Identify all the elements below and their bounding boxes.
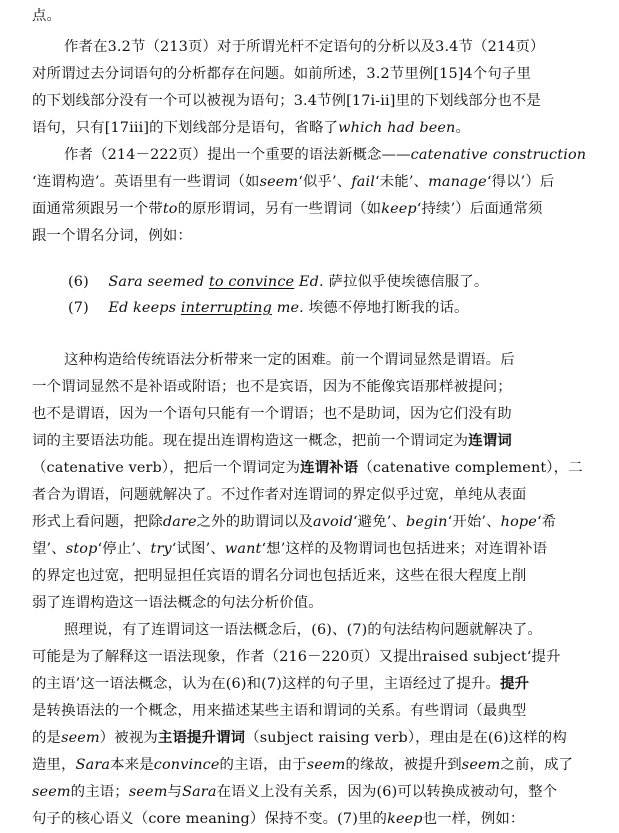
text-span: 词的主要语法功能。现在提出连谓构造这一概念，把前一个谓词定为 <box>32 433 469 449</box>
italic-term: keep <box>381 201 417 217</box>
text-span: 句子的核心语义（core meaning）保持不变。(7)里的 <box>32 811 388 827</box>
text-span: 的主语，由于 <box>219 757 307 773</box>
text-span: ‘似乎’、 <box>298 174 352 190</box>
text-span: ‘试图’、 <box>171 541 225 557</box>
text-span: 之外的助谓词以及 <box>196 514 313 530</box>
text-line <box>32 458 583 478</box>
text-span: 跟一个谓名分词，例如： <box>32 228 192 244</box>
text-span: 点。 <box>32 8 62 24</box>
text-span: ‘停止’、 <box>97 541 151 557</box>
text-line <box>32 485 526 505</box>
italic-term: convince <box>153 757 220 773</box>
italic-term: stop <box>65 541 98 557</box>
italic-term: which had been <box>338 120 456 136</box>
text-span: （catenative complement），二 <box>358 460 583 476</box>
italic-term: fail <box>351 174 376 190</box>
text-span: 在语义上没有关系，因为(6)可以转换成被动句，整个 <box>216 784 558 800</box>
text-span: （subject raising verb），理由是在(6)这样的构 <box>245 730 567 746</box>
text-span: ‘开始’、 <box>447 514 501 530</box>
text-span: 的主语； <box>70 784 129 800</box>
italic-term: seem <box>32 784 71 800</box>
text-line <box>32 118 470 138</box>
text-span: ‘想’这样的及物谓词也包括进来；对连谓补语 <box>261 541 548 557</box>
text-line <box>32 64 531 84</box>
text-span: 的界定也过宽，把明显担任宾语的谓名分词也包括近来，这些在很大程度上削 <box>32 568 527 584</box>
example-text: Ed. <box>294 274 324 290</box>
text-line <box>32 593 323 613</box>
italic-term: seem <box>306 757 346 773</box>
example-gloss: 埃德不停地打断我的话。 <box>308 300 469 316</box>
italic-term: dare <box>162 514 197 530</box>
italic-term: catenative construction <box>410 147 587 163</box>
text-span: 造里， <box>32 757 76 773</box>
example-text: Sara seemed <box>108 274 209 290</box>
text-span: 语句，只有[17iii]的下划线部分是语句，省略了 <box>32 120 339 136</box>
text-span: 这种构造给传统语法分析带来一定的困难。前一个谓词显然是谓语。后 <box>64 352 515 368</box>
example-6 <box>68 272 488 292</box>
text-span: ‘希 <box>536 514 557 530</box>
text-span: 的主语’这一语法概念，认为在(6)和(7)这样的句子里，主语经过了提升。 <box>32 676 501 692</box>
text-line <box>64 350 515 370</box>
text-span: 的下划线部分没有一个可以被视为语句；3.4节例[17i-ii]里的下划线部分也不是 <box>32 93 541 109</box>
text-line <box>64 37 545 57</box>
text-span: 也不是谓语，因为一个语句只能有一个谓语；也不是助词，因为它们没有助 <box>32 406 512 422</box>
text-line <box>32 782 557 802</box>
text-span: 也一样，例如： <box>422 811 525 827</box>
example-underlined: to convince <box>208 274 295 290</box>
italic-term: Sara <box>182 784 217 800</box>
text-span: ‘得以’）后 <box>486 174 555 190</box>
italic-term: hope <box>500 514 537 530</box>
text-span: 的缘故，被提升到 <box>345 757 462 773</box>
text-span: 之前，成了 <box>500 757 574 773</box>
text-span: 者合为谓语，问题就解决了。不过作者对连谓词的界定似乎过宽，单纯从表面 <box>32 487 527 503</box>
text-span: 作者在3.2节（213页）对于所谓光杆不定语句的分析以及3.4节（214页） <box>64 39 545 55</box>
text-line <box>64 145 586 165</box>
text-span: 可能是为了解释这一语法现象，作者（216－220页）又提出raised subject‘提升 <box>32 649 561 665</box>
text-line <box>32 226 192 246</box>
text-line <box>32 512 556 532</box>
text-span: ‘连谓构造’。英语里有一些谓词（如 <box>32 174 260 190</box>
text-line <box>32 199 543 219</box>
text-line <box>32 701 526 721</box>
text-line <box>32 404 512 424</box>
text-span: 。 <box>455 120 471 136</box>
term-bold: 主语提升谓词 <box>157 729 246 746</box>
text-span: ‘避免’、 <box>352 514 407 530</box>
example-gloss: 萨拉似乎使埃德信服了。 <box>328 274 489 290</box>
text-span: 照理说，有了连谓词这一语法概念后，(6)、(7)的句法结构问题就解决了。 <box>64 622 542 638</box>
italic-term: avoid <box>313 514 353 530</box>
italic-term: try <box>150 541 172 557</box>
text-line <box>32 431 512 451</box>
text-line <box>32 6 61 26</box>
text-span: （catenative verb），把后一个谓词定为 <box>32 460 301 476</box>
text-span: 与 <box>167 784 183 800</box>
text-line <box>32 647 561 667</box>
text-line <box>32 728 567 748</box>
text-span: 的原形谓词，另有一些谓词（如 <box>177 201 382 217</box>
text-line <box>32 566 526 586</box>
example-text: me. <box>271 300 304 316</box>
text-span: 一个谓词显然不是补语或附语；也不是宾语，因为不能像宾语那样被提问； <box>32 379 512 395</box>
text-line <box>32 91 541 111</box>
text-line <box>32 172 554 192</box>
example-text: Ed keeps <box>108 300 181 316</box>
text-line <box>32 809 524 829</box>
text-span: 对所谓过去分词语句的分析都存在问题。如前所述，3.2节里例[15]4个句子里 <box>32 66 532 82</box>
example-7 <box>68 298 469 318</box>
italic-term: begin <box>406 514 448 530</box>
text-line <box>32 755 573 775</box>
italic-term: seem <box>259 174 299 190</box>
text-span: 本来是 <box>110 757 154 773</box>
text-line <box>64 620 542 640</box>
italic-term: seem <box>461 757 501 773</box>
text-span: 作者（214－222页）提出一个重要的语法新概念—— <box>64 147 411 163</box>
text-span: 形式上看问题，把除 <box>32 514 163 530</box>
text-span: ‘未能’、 <box>375 174 429 190</box>
example-number: (6) <box>68 274 89 290</box>
italic-term: to <box>162 201 178 217</box>
italic-term: Sara <box>75 757 111 773</box>
italic-term: manage <box>428 174 487 190</box>
text-span: 面通常须跟另一个带 <box>32 201 163 217</box>
term-bold: 连谓词 <box>468 432 512 449</box>
text-line <box>32 377 512 397</box>
term-bold: 提升 <box>500 675 530 692</box>
text-line <box>32 539 547 559</box>
italic-term: seem <box>128 784 168 800</box>
term-bold: 连谓补语 <box>300 459 359 476</box>
text-span: 是转换语法的一个概念，用来描述某些主语和谓词的关系。有些谓词（最典型 <box>32 703 527 719</box>
text-span: 的是 <box>32 730 62 746</box>
text-span: ）被视为 <box>99 730 158 746</box>
italic-term: want <box>224 541 262 557</box>
text-span: 弱了连谓构造这一语法概念的句法分析价值。 <box>32 595 323 611</box>
text-line <box>32 674 529 694</box>
example-underlined: interrupting <box>180 300 272 316</box>
text-span: ‘持续’）后面通常须 <box>416 201 543 217</box>
example-number: (7) <box>68 300 89 316</box>
italic-term: seem <box>61 730 100 746</box>
italic-term: keep <box>387 811 423 827</box>
text-span: 望’、 <box>32 541 66 557</box>
